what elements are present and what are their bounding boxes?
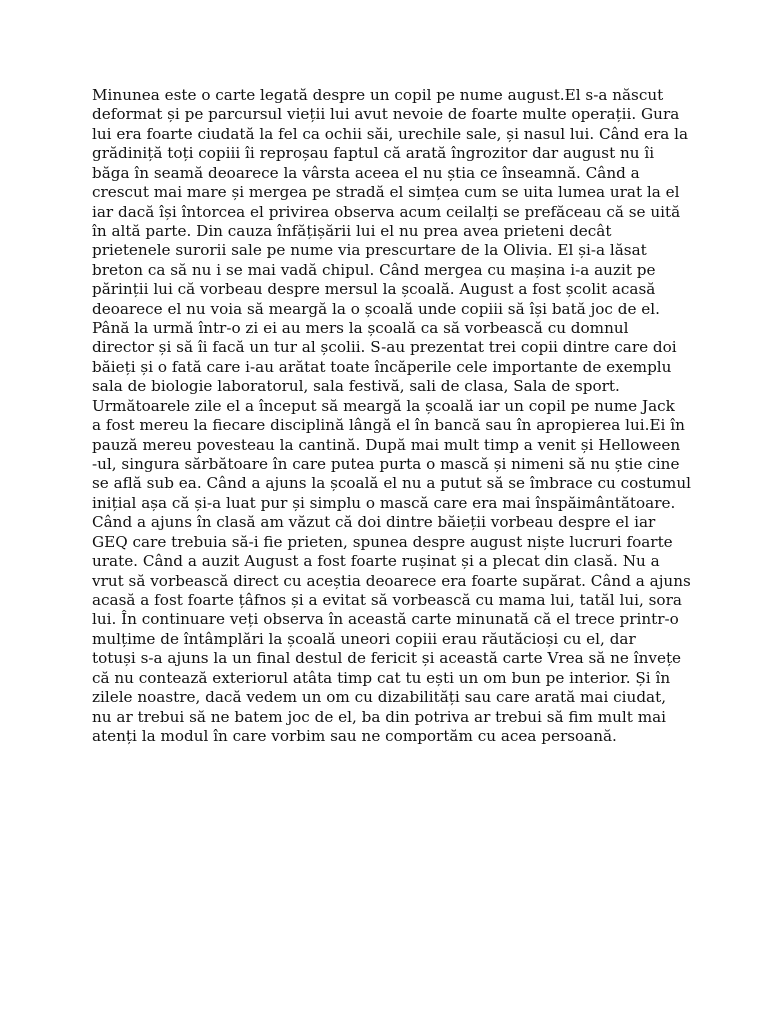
text-line: pauză mereu povesteau la cantină. După mai mult timp a venit și Helloween — [92, 435, 681, 454]
text-line: crescut mai mare și mergea pe stradă el simțea cum se uita lumea urat la el — [92, 183, 680, 202]
text-line: a fost mereu la fiecare disciplină lângă el în bancă sau în apropierea lui.Ei în — [92, 416, 685, 435]
text-line: Când a ajuns în clasă am văzut că doi dintre băieții vorbeau despre el iar — [92, 513, 656, 532]
text-line: părinții lui că vorbeau despre mersul la școală. August a fost școlit acasă — [92, 280, 656, 299]
text-line: în altă parte. Din cauza înfățișării lui el nu prea avea prieteni decât — [92, 221, 612, 240]
text-line: sala de biologie laboratorul, sala festivă, sali de clasa, Sala de sport. — [92, 377, 620, 396]
text-line: zilele noastre, dacă vedem un om cu dizabilități sau care arată mai ciudat, — [92, 688, 667, 707]
text-line: grădiniță toți copiii îi reproșau faptul că arată îngrozitor dar august nu îi — [92, 144, 655, 163]
text-line: băieți și o fată care i-au arătat toate încăperile cele importante de exemplu — [92, 357, 672, 376]
body-paragraph — [92, 86, 692, 746]
text-line: Până la urmă într-o zi ei au mers la școală ca să vorbească cu domnul — [92, 319, 629, 338]
text-line: prietenele surorii sale pe nume via prescurtare de la Olivia. El și-a lăsat — [92, 241, 647, 260]
text-line: lui. În continuare veți observa în această carte minunată că el trece printr-o — [92, 610, 679, 629]
text-line: breton ca să nu i se mai vadă chipul. Când mergea cu mașina i-a auzit pe — [92, 260, 656, 279]
text-line: director și să îi facă un tur al școlii. S-au prezentat trei copii dintre care doi — [92, 338, 677, 357]
text-line: se află sub ea. Când a ajuns la școală el nu a putut să se îmbrace cu costumul — [92, 474, 691, 493]
text-line: băga în seamă deoarece la vârsta aceea el nu știa ce înseamnă. Când a — [92, 163, 640, 182]
text-line: lui era foarte ciudată la fel ca ochii săi, urechile sale, și nasul lui. Când era la — [92, 124, 689, 143]
text-line: deoarece el nu voia să meargă la o școală unde copiii să își bată joc de el. — [92, 299, 660, 318]
text-line: că nu contează exteriorul atâta timp cat tu ești un om bun pe interior. Și în — [92, 668, 671, 687]
text-line: deformat și pe parcursul vieții lui avut nevoie de foarte multe operații. Gura — [92, 105, 680, 124]
text-line: Minunea este o carte legată despre un copil pe nume august.El s-a născut — [92, 86, 664, 104]
text-line: Următoarele zile el a început să meargă la școală iar un copil pe nume Jack — [92, 396, 675, 415]
text-line: urate. Când a auzit August a fost foarte rușinat și a plecat din clasă. Nu a — [92, 552, 660, 571]
text-line: acasă a fost foarte țâfnos și a evitat să vorbească cu mama lui, tatăl lui, sora — [92, 590, 682, 609]
text-line: GEQ care trebuia să-i fie prieten, spunea despre august niște lucruri foarte — [92, 532, 673, 551]
text-line: vrut să vorbească direct cu aceștia deoarece era foarte supărat. Când a ajuns — [92, 571, 691, 590]
text-line: inițial așa că și-a luat pur și simplu o mască care era mai înspăimântătoare. — [92, 493, 676, 512]
text-line: atenți la modul în care vorbim sau ne comportăm cu acea persoană. — [92, 726, 617, 745]
text-line: iar dacă își întorcea el privirea observa acum ceilalți se prefăceau că se uită — [92, 202, 681, 221]
text-line: nu ar trebui să ne batem joc de el, ba din potriva ar trebui să fim mult mai — [92, 707, 667, 726]
text-line: -ul, singura sărbătoare în care putea purta o mască și nimeni să nu știe cine — [92, 455, 680, 474]
text-line: totuși s-a ajuns la un final destul de fericit și această carte Vrea să ne învețe — [92, 649, 682, 668]
text-line: mulțime de întâmplări la școală uneori copiii erau răutăcioși cu el, dar — [92, 629, 636, 648]
